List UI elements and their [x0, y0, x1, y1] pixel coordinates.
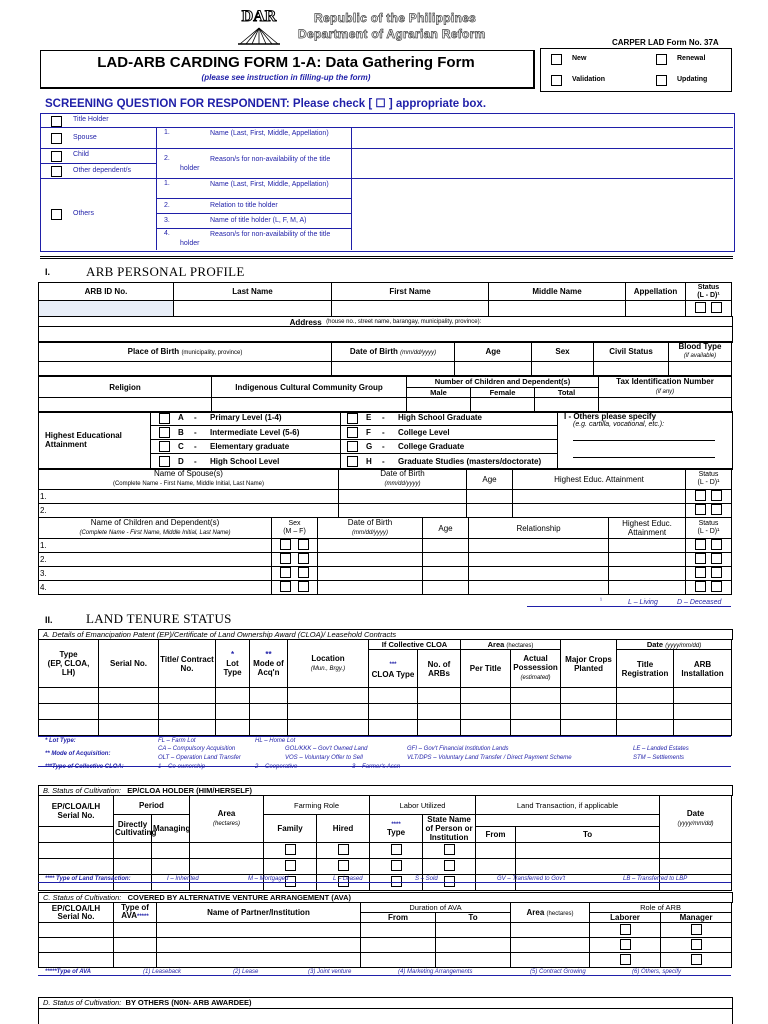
b-labor-header: Labor Utilized	[370, 796, 476, 815]
cloa-legend-label: ***Type of Collective CLOA:	[45, 764, 124, 770]
agency-line1: Republic of the Philippines	[314, 11, 477, 25]
ep-row[interactable]	[39, 688, 732, 704]
child-educ-2[interactable]	[609, 553, 686, 567]
educ-a-label: Primary Level (1-4)	[210, 413, 282, 422]
c-serial-header: EP/CLOA/LH Serial No.	[39, 903, 114, 923]
child-educ-1[interactable]	[609, 539, 686, 553]
ava-3: (3) Joint venture	[308, 969, 352, 975]
child-relationship-header: Relationship	[469, 518, 609, 539]
age-header: Age	[455, 342, 532, 362]
child-rel-4[interactable]	[469, 581, 609, 595]
educ-g-checkbox[interactable]	[347, 441, 358, 452]
tx-m: M – Mortgaged	[248, 876, 289, 882]
status-checkboxes[interactable]	[686, 301, 732, 317]
ep-row[interactable]	[39, 704, 732, 720]
age-field[interactable]	[455, 362, 532, 376]
section1-number: I.	[45, 267, 51, 277]
screen2-text: Reason/s for non-availability of the title holder	[180, 156, 331, 172]
tx-lb: LB – Transferred to LBP	[623, 876, 688, 882]
b-to-header: To	[516, 827, 660, 843]
lot-fl: FL – Farm Lot	[158, 738, 196, 744]
male-header: Male	[407, 387, 471, 398]
child-age-header: Age	[423, 518, 469, 539]
b-row[interactable]	[39, 843, 732, 859]
educ-a-checkbox[interactable]	[159, 413, 170, 424]
child-name-header: Name of Children and Dependent(s) (Complete Name - First Name, Middle Initial, Last Name)	[39, 518, 272, 539]
status-legend-living: L – Living	[628, 599, 658, 606]
female-header: Female	[471, 387, 535, 398]
child-age-4[interactable]	[423, 581, 469, 595]
address-note: (house no., street name, barangay, municipality, province):	[326, 319, 482, 325]
educ-f-code: F	[366, 428, 371, 437]
child-educ-header: Highest Educ. Attainment	[609, 518, 686, 539]
religion-header: Religion	[39, 377, 212, 398]
tx-gv: GV – Transferred to Gov't	[497, 876, 566, 882]
educ-g-label: College Graduate	[398, 442, 465, 451]
section2d-body[interactable]	[38, 1009, 733, 1024]
civil-status-field[interactable]	[594, 362, 669, 376]
lot-hl: HL – Home Lot	[255, 738, 296, 744]
educ-b-checkbox[interactable]	[159, 427, 170, 438]
educ-d-code: D	[178, 457, 184, 466]
screen1-num: 1.	[164, 129, 170, 136]
screen3-num: 1.	[164, 180, 170, 187]
b-state-header: State Name of Person or Institution	[423, 815, 476, 843]
c-partner-header: Name of Partner/Institution	[157, 903, 361, 923]
religion-table	[38, 376, 732, 413]
child-dob-2[interactable]	[318, 553, 423, 567]
ava-table	[38, 902, 732, 968]
mode-olt: OLT – Operation Land Transfer	[158, 755, 241, 761]
c-from-header: From	[361, 913, 436, 923]
educ-others-line1[interactable]	[573, 440, 715, 441]
educ-others-note: (e.g. cartilla, vocational, etc.):	[573, 421, 665, 428]
dar-logo	[236, 6, 282, 46]
ep-mode-header: ** Mode of Acq'n	[250, 640, 288, 688]
ep-actual-header: Actual Possession (estimated)	[511, 650, 561, 688]
b-role-header: Farming Role	[264, 796, 370, 815]
child-dob-1[interactable]	[318, 539, 423, 553]
spouse-status-2[interactable]	[686, 504, 732, 518]
screening-title: SCREENING QUESTION FOR RESPONDENT: Please check [ ☐ ] appropriate box.	[45, 98, 487, 110]
form-subtitle: (please see instruction in filling-up the form)	[201, 73, 371, 82]
dob-header: Date of Birth (mm/dd/yyyy)	[332, 342, 455, 362]
child-status-1[interactable]	[686, 539, 732, 553]
child-rel-3[interactable]	[469, 567, 609, 581]
tx-s: S – Sold	[415, 876, 438, 882]
b-family-header: Family	[264, 815, 317, 843]
svg-text:DAR: DAR	[241, 8, 277, 25]
educ-h-checkbox[interactable]	[347, 456, 358, 467]
ep-crops-header: Major Crops Planted	[561, 640, 617, 688]
ep-location-header: Location (Mun., Brgy.)	[288, 640, 369, 688]
b-type-header: **** Type	[370, 815, 423, 843]
mode-gol: GOL/KKK – Gov't Owned Land	[285, 746, 368, 752]
arb-id-header: ARB ID No.	[39, 283, 174, 301]
c-row[interactable]	[39, 923, 732, 938]
educ-f-checkbox[interactable]	[347, 427, 358, 438]
screening-box	[40, 113, 735, 252]
place-of-birth-field[interactable]	[39, 362, 332, 376]
b-managing-header: Managing	[152, 815, 190, 843]
updating-label: Updating	[677, 76, 708, 83]
updating-checkbox[interactable]	[656, 75, 667, 86]
cloa-co: 1 – Co-ownership	[158, 764, 206, 770]
spouse-row-2[interactable]: 2.	[39, 504, 339, 518]
ava-4: (4) Marketing Arrangements	[398, 969, 473, 975]
ep-type-header: Type (EP, CLOA, LH)	[39, 640, 99, 688]
spouse-table	[38, 468, 732, 518]
arb-name-table	[38, 282, 732, 317]
child-age-2[interactable]	[423, 553, 469, 567]
screen4-num: 2.	[164, 202, 170, 209]
ep-per-title-header: Per Title	[461, 650, 511, 688]
ep-cloa-type-header: *** CLOA Type	[369, 650, 418, 688]
child-age-3[interactable]	[423, 567, 469, 581]
c-laborer-header: Laborer	[590, 913, 661, 923]
section2a-title: A. Details of Emancipation Patent (EP)/Certificate of Land Ownership Award (CLOA)/ Leasehold Contracts	[38, 629, 733, 640]
ep-no-arbs-header: No. of ARBs	[418, 650, 461, 688]
b-transaction-header: Land Transaction, if applicable	[476, 796, 660, 815]
ava-1: (1) Leaseback	[143, 969, 182, 975]
b-date-header: Date (yyyy/mm/dd)	[660, 796, 732, 843]
child-sex-1[interactable]	[272, 539, 318, 553]
ep-title-reg-header: Title Registration	[617, 650, 674, 688]
form-title: LAD-ARB CARDING FORM 1-A: Data Gathering Form	[97, 54, 475, 71]
b-serial-header: EP/CLOA/LH Serial No.	[39, 796, 114, 827]
section2d-title: D. Status of Cultivation: BY OTHERS (N0N- ARB AWARDEE)	[38, 997, 733, 1009]
tx-l: L – Leased	[333, 876, 363, 882]
appellation-header: Appellation	[626, 283, 686, 301]
child-label: Child	[73, 151, 89, 158]
ep-area-header: Area (hectares)	[461, 640, 561, 650]
b-from-header: From	[476, 827, 516, 843]
ep-cloa-table	[38, 639, 732, 736]
educ-c-label: Elementary graduate	[210, 442, 290, 451]
dob-field[interactable]	[332, 362, 455, 376]
section2c-title: C. Status of Cultivation: COVERED BY ALTERNATIVE VENTURE ARRANGEMENT (AVA)	[38, 892, 733, 903]
child-sex-3[interactable]	[272, 567, 318, 581]
child-row-4[interactable]: 4.	[39, 581, 272, 595]
ava-6: (6) Others, specify	[632, 969, 682, 975]
spouse-row-1[interactable]: 1.	[39, 490, 339, 504]
status-legend-deceased: D – Deceased	[677, 599, 722, 606]
c-row[interactable]	[39, 938, 732, 953]
educ-d-checkbox[interactable]	[159, 456, 170, 467]
ep-collective-header: If Collective CLOA	[369, 640, 461, 650]
lot-type-legend-label: * Lot Type:	[45, 738, 76, 744]
total-header: Total	[535, 387, 599, 398]
middle-name-field[interactable]	[489, 301, 626, 317]
educ-e-label: High School Graduate	[398, 413, 483, 422]
spouse-dob-2[interactable]	[339, 504, 467, 518]
validation-label: Validation	[572, 76, 606, 83]
tx-i: I – Inherited	[167, 876, 199, 882]
title-holder-checkbox[interactable]	[51, 116, 62, 127]
child-age-1[interactable]	[423, 539, 469, 553]
child-sex-2[interactable]	[272, 553, 318, 567]
others-checkbox[interactable]	[51, 209, 62, 220]
child-dob-4[interactable]	[318, 581, 423, 595]
spouse-educ-2[interactable]	[513, 504, 686, 518]
educ-h-label: Graduate Studies (masters/doctorate)	[398, 457, 542, 466]
renewal-label: Renewal	[677, 55, 706, 62]
spouse-age-1[interactable]	[467, 490, 513, 504]
place-of-birth-header: Place of Birth (municipality, province)	[39, 342, 332, 362]
ep-date-header: Date (yyyy/mm/dd)	[617, 640, 732, 650]
ep-lot-header: * Lot Type	[216, 640, 250, 688]
screen3-text: Name (Last, First, Middle, Appellation)	[210, 181, 329, 188]
educ-g-code: G	[366, 442, 373, 451]
b-area-header: Area (hectares)	[190, 796, 264, 843]
mode-le: LE – Landed Estates	[633, 746, 689, 752]
mode-ca: CA – Compulsory Acquisition	[158, 746, 236, 752]
b-period-header: Period	[114, 796, 190, 815]
section2-title: LAND TENURE STATUS	[86, 611, 232, 626]
c-duration-header: Duration of AVA	[361, 903, 511, 913]
b-hired-header: Hired	[317, 815, 370, 843]
mode-stm: STM – Settlements	[633, 755, 685, 761]
spouse-dob-1[interactable]	[339, 490, 467, 504]
ep-arb-inst-header: ARB Installation	[674, 650, 732, 688]
spouse-dob-header: Date of Birth (mm/dd/yyyy)	[339, 469, 467, 490]
new-checkbox[interactable]	[551, 54, 562, 65]
ava-2: (2) Lease	[233, 969, 259, 975]
new-label: New	[572, 55, 587, 62]
sex-header: Sex	[532, 342, 594, 362]
middle-name-header: Middle Name	[489, 283, 626, 301]
child-dob-header: Date of Birth (mm/dd/yyyy)	[318, 518, 423, 539]
section1-title: ARB PERSONAL PROFILE	[86, 264, 245, 279]
children-table	[38, 517, 732, 595]
spouse-label: Spouse	[73, 134, 97, 141]
cloa-coop: 2 – Cooperative	[255, 764, 298, 770]
blood-type-field[interactable]	[669, 362, 732, 376]
child-dob-3[interactable]	[318, 567, 423, 581]
other-dependents-label: Other dependent/s	[73, 167, 131, 174]
child-status-2[interactable]	[686, 553, 732, 567]
other-dependents-checkbox[interactable]	[51, 166, 62, 177]
education-label: Highest Educational Attainment	[45, 431, 122, 449]
validation-checkbox[interactable]	[551, 75, 562, 86]
civil-status-header: Civil Status	[594, 342, 669, 362]
cloa-fa: 3 – Farmer's Assn	[352, 764, 401, 770]
spouse-status-1[interactable]	[686, 490, 732, 504]
ep-title-header: Title/ Contract No.	[159, 640, 216, 688]
spouse-age-header: Age	[467, 469, 513, 490]
child-row-1[interactable]: 1.	[39, 539, 272, 553]
educ-e-checkbox[interactable]	[347, 413, 358, 424]
b-row[interactable]	[39, 859, 732, 875]
child-rel-2[interactable]	[469, 553, 609, 567]
arb-id-field[interactable]	[39, 301, 174, 317]
educ-b-code: B	[178, 428, 184, 437]
c-area-header: Area (hectares)	[511, 903, 590, 923]
title-holder-label: Title Holder	[73, 116, 109, 123]
c-manager-header: Manager	[661, 913, 732, 923]
educ-a-code: A	[178, 413, 184, 422]
icc-header: Indigenous Cultural Community Group	[212, 377, 407, 398]
last-name-field[interactable]	[174, 301, 332, 317]
c-role-header: Role of ARB	[590, 903, 732, 913]
c-to-header: To	[436, 913, 511, 923]
sex-field[interactable]	[532, 362, 594, 376]
screen2-num: 2.	[164, 155, 170, 162]
educ-e-code: E	[366, 413, 372, 422]
blood-type-header: Blood Type (if available)	[669, 342, 732, 362]
educ-h-code: H	[366, 457, 372, 466]
spouse-educ-1[interactable]	[513, 490, 686, 504]
screen1-text: Name (Last, First, Middle, Appellation)	[210, 130, 329, 137]
mode-vos: VOS – Voluntary Offer to Sell	[285, 755, 363, 761]
status-legend-mark: ¹	[600, 598, 602, 604]
screen5-num: 3.	[164, 217, 170, 224]
first-name-field[interactable]	[332, 301, 489, 317]
c-type-header: Type of AVA*****	[114, 903, 157, 923]
screen5-text: Name of title holder (L, F, M, A)	[210, 217, 307, 224]
child-row-3[interactable]: 3.	[39, 567, 272, 581]
section2-number: II.	[45, 615, 53, 625]
last-name-header: Last Name	[174, 283, 332, 301]
educ-c-checkbox[interactable]	[159, 441, 170, 452]
b-direct-header: Directly Cultivating	[114, 815, 152, 843]
spouse-checkbox[interactable]	[51, 133, 62, 144]
appellation-field[interactable]	[626, 301, 686, 317]
spouse-name-header: Name of Spouse(s) (Complete Name - First Name, Middle Initial, Last Name)	[39, 469, 339, 490]
child-rel-1[interactable]	[469, 539, 609, 553]
spouse-age-2[interactable]	[467, 504, 513, 518]
educ-b-label: Intermediate Level (5-6)	[210, 428, 300, 437]
screen6-text: Reason/s for non-availability of the title holder	[180, 231, 331, 247]
section2b-title: B. Status of Cultivation: EP/CLOA HOLDER (HIM/HERSELF)	[38, 785, 733, 796]
screen4-text: Relation to title holder	[210, 202, 278, 209]
children-count-header: Number of Children and Dependent(s)	[407, 377, 599, 388]
birth-table	[38, 341, 732, 376]
first-name-header: First Name	[332, 283, 489, 301]
form-number: CARPER LAD Form No. 37A	[612, 38, 719, 47]
child-status-3[interactable]	[686, 567, 732, 581]
renewal-checkbox[interactable]	[656, 54, 667, 65]
c-row[interactable]	[39, 953, 732, 968]
ava-legend-label: *****Type of AVA	[45, 969, 92, 975]
mode-legend-label: ** Mode of Acquisition:	[45, 751, 111, 757]
status-header: Status (L - D)¹	[686, 283, 732, 301]
child-educ-3[interactable]	[609, 567, 686, 581]
child-educ-4[interactable]	[609, 581, 686, 595]
address-label: Address	[289, 317, 322, 327]
ep-serial-header: Serial No.	[99, 640, 159, 688]
child-checkbox[interactable]	[51, 151, 62, 162]
child-sex-4[interactable]	[272, 581, 318, 595]
educ-others-line2[interactable]	[573, 457, 715, 458]
child-status-4[interactable]	[686, 581, 732, 595]
child-status-header: Status (L - D)¹	[686, 518, 732, 539]
screen6-num: 4.	[164, 230, 170, 237]
educ-c-code: C	[178, 442, 184, 451]
tin-header: Tax Identification Number (if any)	[599, 377, 732, 398]
ep-row[interactable]	[39, 720, 732, 736]
others-label: Others	[73, 210, 95, 217]
educ-others-label: I - Others please specify	[564, 412, 657, 421]
mode-vlt: VLT/DPS – Voluntary Land Transfer / Direct Payment Scheme	[407, 755, 572, 761]
agency-line2: Department of Agrarian Reform	[298, 27, 486, 41]
spouse-educ-header: Highest Educ. Attainment	[513, 469, 686, 490]
spouse-status-header: Status (L - D)¹	[686, 469, 732, 490]
educ-f-label: College Level	[398, 428, 450, 437]
mode-gfi: GFI – Gov't Financial Institution Lands	[407, 746, 509, 752]
child-sex-header: Sex (M – F)	[272, 518, 318, 539]
tx-legend-label: **** Type of Land Transaction:	[45, 876, 131, 882]
educ-d-label: High School Level	[210, 457, 280, 466]
ava-5: (5) Contract Growing	[530, 969, 586, 975]
child-row-2[interactable]: 2.	[39, 553, 272, 567]
